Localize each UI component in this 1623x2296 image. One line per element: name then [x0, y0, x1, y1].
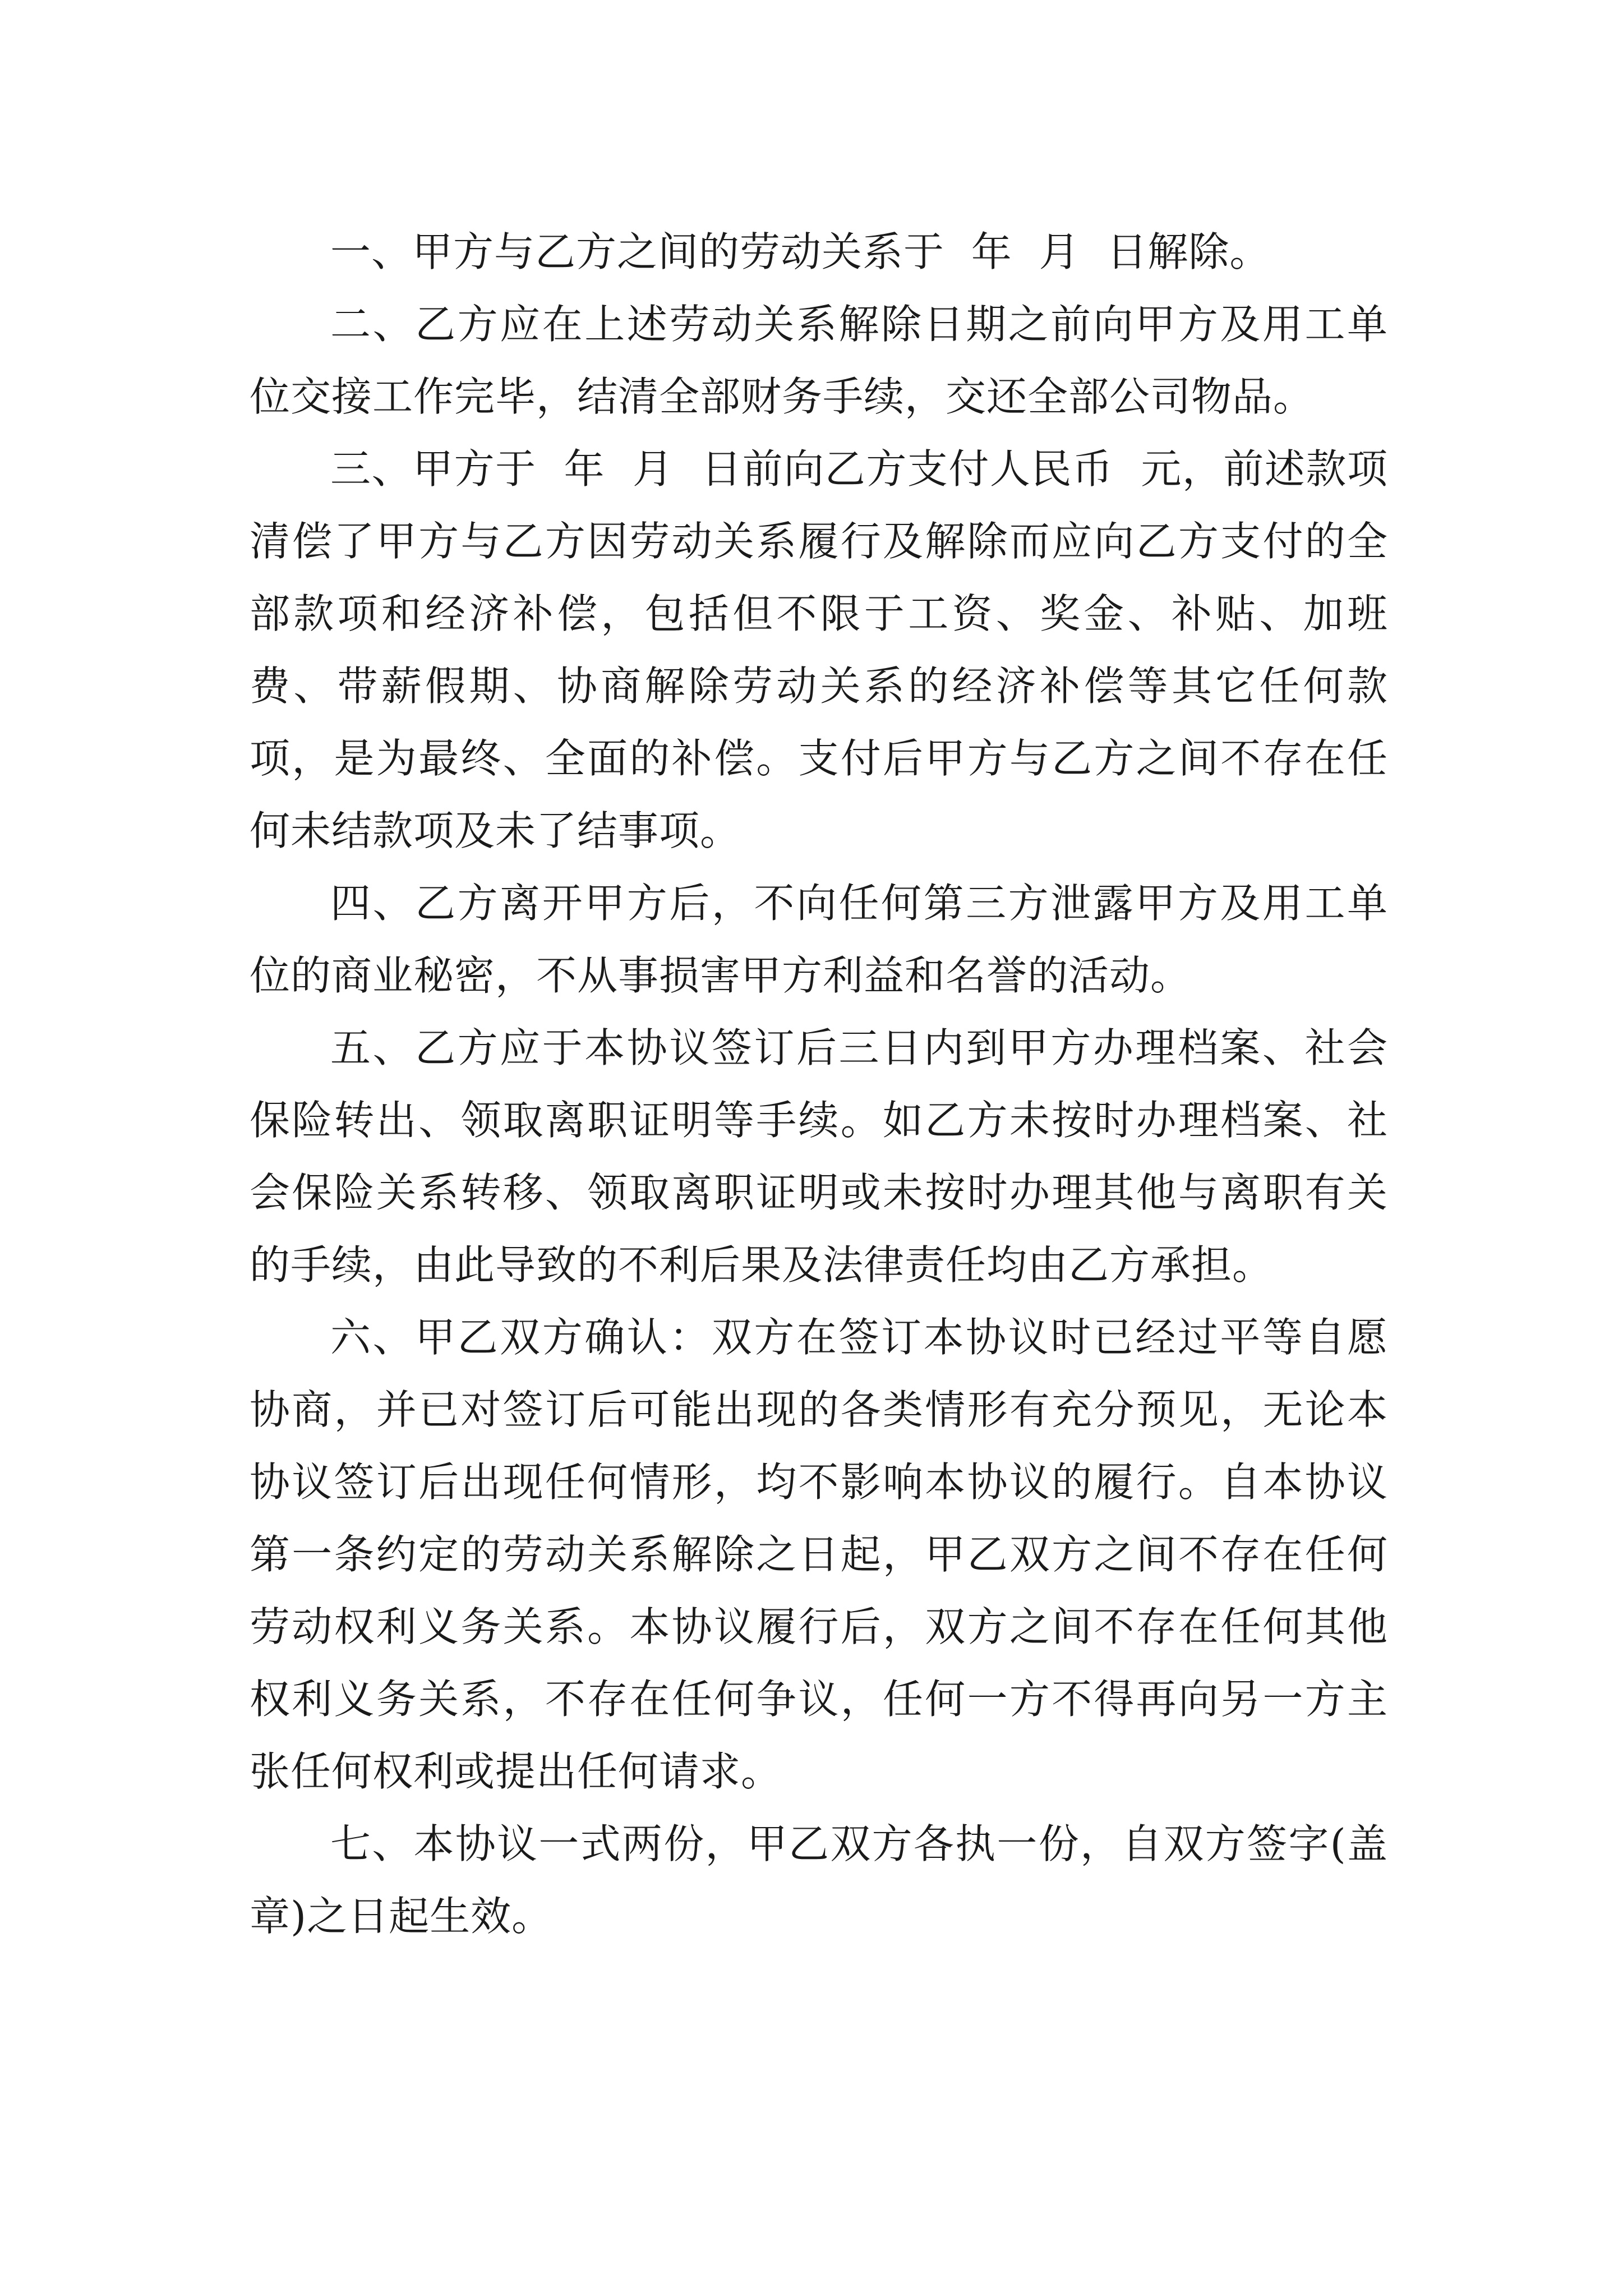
clause-7: 七、本协议一式两份，甲乙双方各执一份，自双方签字(盖章)之日起生效。	[250, 1820, 1388, 1940]
clause-1: 一、甲方与乙方之间的劳动关系于 年 月 日解除。	[330, 228, 1271, 275]
clause-6: 六、甲乙双方确认：双方在签订本协议时已经过平等自愿协商，并已对签订后可能出现的各类情形有充分预见，无论本协议签订后出现任何情形，均不影响本协议的履行。自本协议第一条约定的劳动关系解除之日起，甲乙双方之间不存在任何劳动权利义务关系。本协议履行后，双方之间不存在任何其他权利义务关系，不存在任何争议，任何一方不得再向另一方主张任何权利或提出任何请求。	[250, 1314, 1388, 1795]
clause-3: 三、甲方于 年 月 日前向乙方支付人民币 元，前述款项清偿了甲方与乙方因劳动关系履行及解除而应向乙方支付的全部款项和经济补偿，包括但不限于工资、奖金、补贴、加班费、带薪假期、协商解除劳动关系的经济补偿等其它任何款项，是为最终、全面的补偿。支付后甲方与乙方之间不存在任何未结款项及未了结事项。	[250, 445, 1388, 854]
clause-5: 五、乙方应于本协议签订后三日内到甲方办理档案、社会保险转出、领取离职证明等手续。如乙方未按时办理档案、社会保险关系转移、领取离职证明或未按时办理其他与离职有关的手续，由此导致的不利后果及法律责任均由乙方承担。	[250, 1024, 1388, 1289]
clause-2: 二、乙方应在上述劳动关系解除日期之前向甲方及用工单位交接工作完毕，结清全部财务手续，交还全部公司物品。	[250, 301, 1388, 420]
agreement-body	[250, 216, 1388, 1953]
clause-4: 四、乙方离开甲方后，不向任何第三方泄露甲方及用工单位的商业秘密，不从事损害甲方利益和名誉的活动。	[250, 880, 1388, 999]
